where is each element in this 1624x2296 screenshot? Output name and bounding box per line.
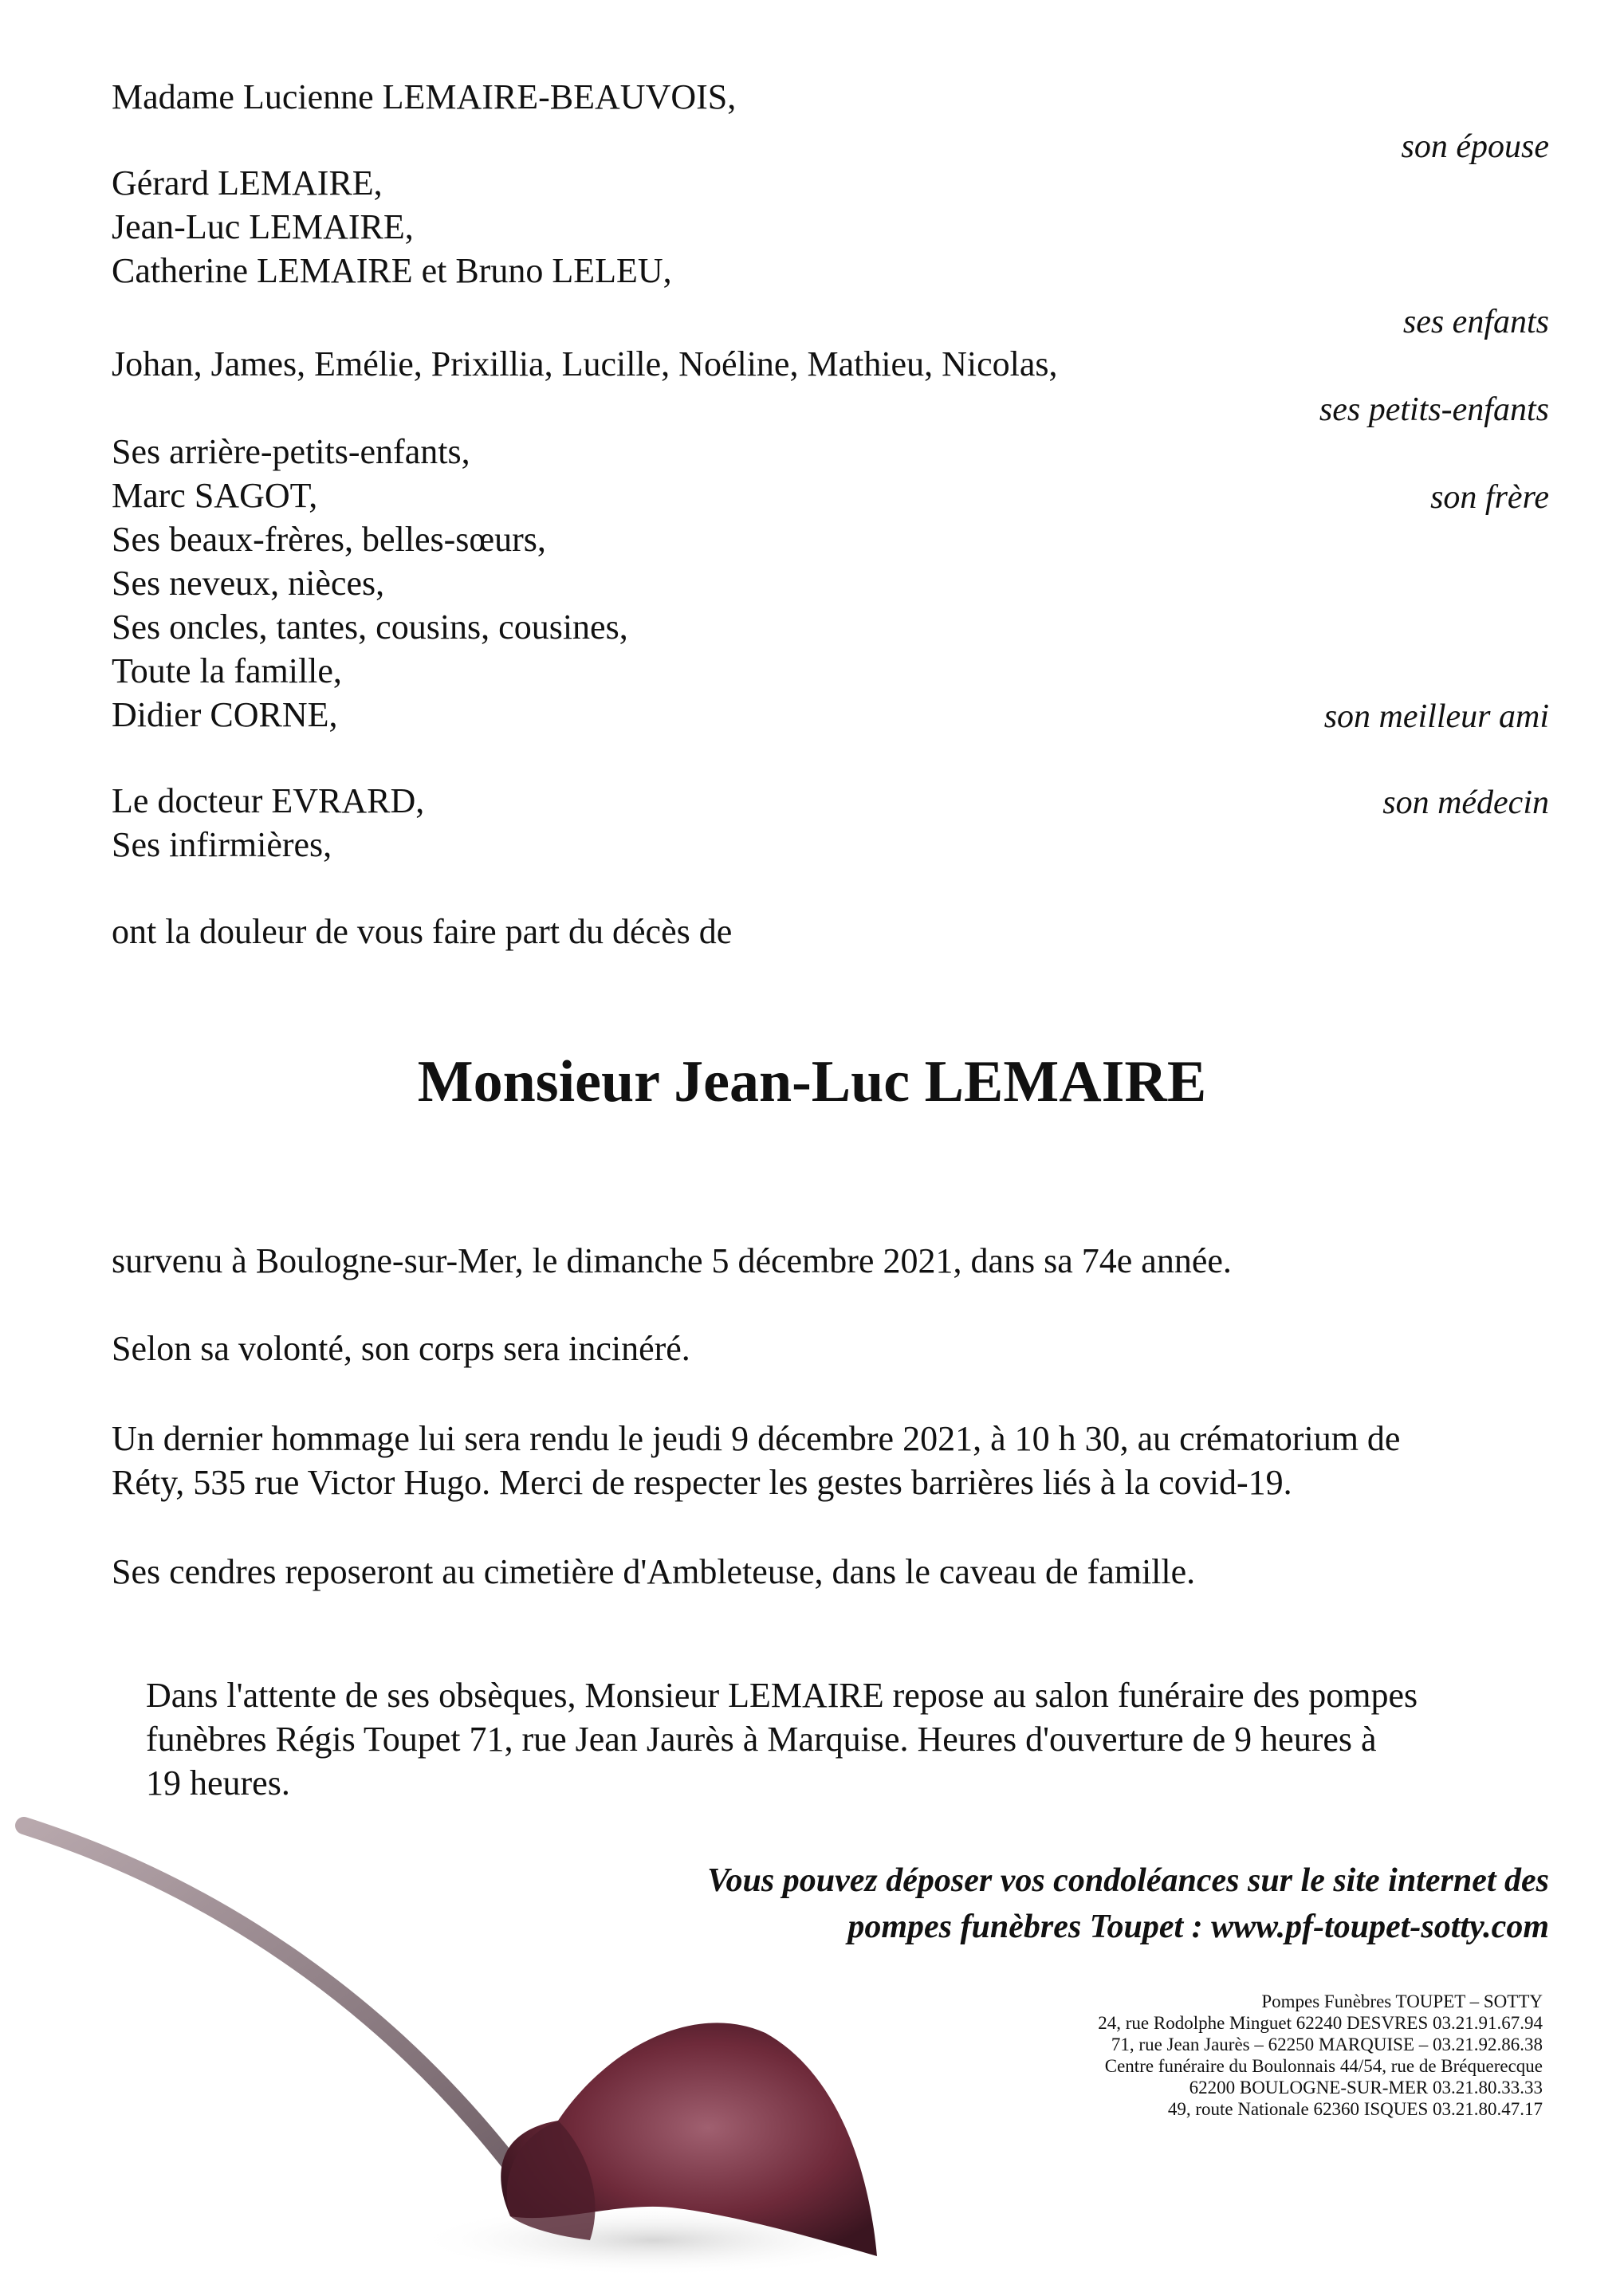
funeral-home-line: Centre funéraire du Boulonnais 44/54, rue de Bréquerecque — [1104, 2056, 1543, 2076]
family-line: Ses beaux-frères, belles-sœurs, — [112, 520, 546, 559]
cremation-wish: Selon sa volonté, son corps sera incinéré. — [112, 1329, 690, 1368]
family-line: Ses arrière-petits-enfants, — [112, 432, 470, 471]
family-line: Marc SAGOT, — [112, 476, 318, 515]
funeral-home-line: 62200 BOULOGNE-SUR-MER 03.21.80.33.33 — [1189, 2078, 1543, 2097]
family-line: Gérard LEMAIRE, — [112, 163, 383, 202]
relation-label: son meilleur ami — [1323, 698, 1549, 735]
condolences-text: Vous pouvez déposer vos condoléances sur le site internet des — [707, 1862, 1549, 1899]
funeral-home-line: 49, route Nationale 62360 ISQUES 03.21.80.47.17 — [1167, 2099, 1543, 2119]
ceremony-details: Un dernier hommage lui sera rendu le jeudi 9 décembre 2021, à 10 h 30, au crématorium de — [112, 1419, 1401, 1458]
flower-stem — [24, 1826, 526, 2184]
family-line: Catherine LEMAIRE et Bruno LELEU, — [112, 251, 672, 290]
family-line: Ses infirmières, — [112, 825, 332, 864]
ceremony-details: Réty, 535 rue Victor Hugo. Merci de respecter les gestes barrières liés à la covid-19. — [112, 1463, 1292, 1502]
funeral-home-line: 71, rue Jean Jaurès – 62250 MARQUISE – 03.21.92.86.38 — [1111, 2035, 1543, 2054]
family-line: Jean-Luc LEMAIRE, — [112, 207, 414, 246]
family-line: Toute la famille, — [112, 651, 342, 690]
family-line: Le docteur EVRARD, — [112, 781, 425, 820]
funeral-home-line: Pompes Funèbres TOUPET – SOTTY — [1261, 1991, 1543, 2011]
relation-label: son frère — [1430, 479, 1549, 516]
condolences-website[interactable]: pompes funèbres Toupet : www.pf-toupet-sotty.com — [847, 1909, 1549, 1945]
funeral-home-line: 24, rue Rodolphe Minguet 62240 DESVRES 03.21.91.67.94 — [1098, 2013, 1543, 2033]
deceased-name: Monsieur Jean-Luc LEMAIRE — [417, 1049, 1207, 1115]
relation-label: ses petits-enfants — [1319, 391, 1549, 428]
relation-label: ses enfants — [1402, 304, 1549, 340]
family-line: Ses oncles, tantes, cousins, cousines, — [112, 607, 628, 647]
family-line: Ses neveux, nièces, — [112, 564, 385, 603]
resting-details: Dans l'attente de ses obsèques, Monsieur LEMAIRE repose au salon funéraire des pompes — [146, 1676, 1418, 1715]
relation-label: son médecin — [1382, 784, 1549, 821]
ashes-details: Ses cendres reposeront au cimetière d'Ambleteuse, dans le caveau de famille. — [112, 1552, 1196, 1591]
resting-details: funèbres Régis Toupet 71, rue Jean Jaurès à Marquise. Heures d'ouverture de 9 heures à — [146, 1720, 1377, 1759]
relation-label: son épouse — [1401, 128, 1549, 165]
family-line: Madame Lucienne LEMAIRE-BEAUVOIS, — [112, 77, 737, 116]
resting-details: 19 heures. — [146, 1763, 290, 1803]
family-line: Johan, James, Emélie, Prixillia, Lucille, Noéline, Mathieu, Nicolas, — [112, 344, 1058, 383]
announcement-text: ont la douleur de vous faire part du décès de — [112, 912, 733, 951]
death-details: survenu à Boulogne-sur-Mer, le dimanche 5 décembre 2021, dans sa 74e année. — [112, 1241, 1232, 1280]
family-line: Didier CORNE, — [112, 695, 338, 734]
